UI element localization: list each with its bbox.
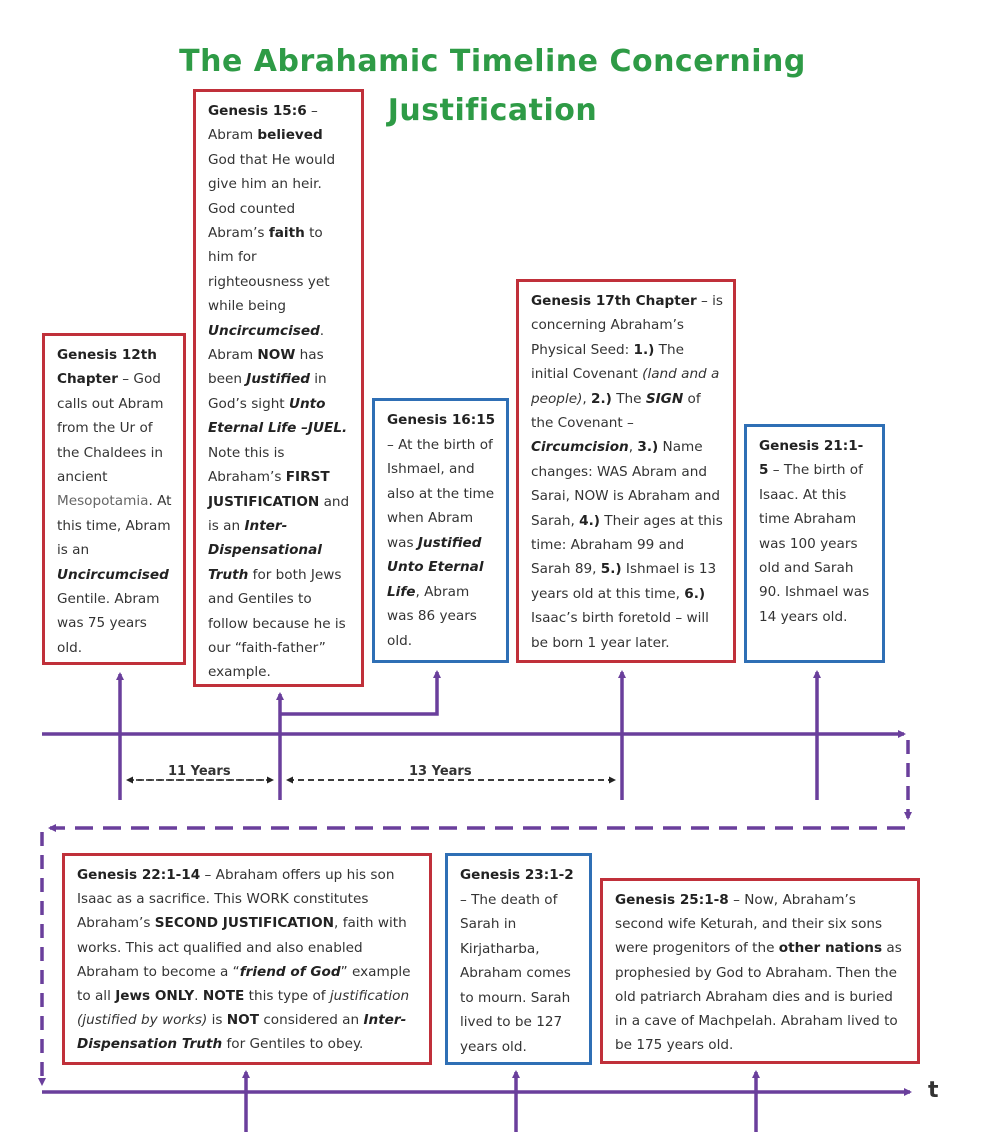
ref-genesis-17: Genesis 17th Chapter: [531, 293, 697, 309]
diagram-title-line2: Justification: [387, 93, 598, 128]
box-genesis-16-15: Genesis 16:15 – At the birth of Ishmael, and also at the time when Abram was Justified Unto Eternal Life, Abram was 86 years old.: [372, 398, 509, 663]
axis-label-t: t: [928, 1078, 939, 1103]
ref-genesis-22-1-14: Genesis 22:1-14: [77, 867, 201, 883]
ref-genesis-12: Genesis 12th Chapter: [57, 347, 157, 388]
ref-genesis-23-1-2: Genesis 23:1-2: [460, 867, 574, 883]
ref-genesis-15-6: Genesis 15:6: [208, 103, 307, 119]
ref-genesis-16-15: Genesis 16:15: [387, 412, 496, 428]
box-genesis-23-1-2: Genesis 23:1-2 – The death of Sarah in Kirjatharba, Abraham comes to mourn. Sarah lived to be 127 years old.: [445, 853, 592, 1065]
diagram-title-line1: The Abrahamic Timeline Concerning: [179, 44, 806, 79]
box-genesis-25-1-8: Genesis 25:1-8 – Now, Abraham’s second wife Keturah, and their six sons were progenitors of the other nations as prophesied by God to Abraham. Then the old patriarch Abraham dies and is buried in a cave of Machpelah. Abraham lived to be 175 years old.: [600, 878, 920, 1064]
ref-genesis-25-1-8: Genesis 25:1-8: [615, 892, 729, 908]
interval-label-13-years: 13 Years: [406, 764, 475, 779]
box-genesis-17: Genesis 17th Chapter – is concerning Abraham’s Physical Seed: 1.) The initial Covenant (land and a people), 2.) The SIGN of the Covenant – Circumcision, 3.) Name changes: WAS Abram and Sarai, NOW is Abraham and Sarah, 4.) Their ages at this time: Abraham 99 and Sarah 89, 5.) Ishmael is 13 years old at this time, 6.) Isaac’s birth foretold – will be born 1 year later.: [516, 279, 736, 663]
box-genesis-12: Genesis 12th Chapter – God calls out Abram from the Ur of the Chaldees in ancient Mesopotamia. At this time, Abram is an Uncircumcised Gentile. Abram was 75 years old.: [42, 333, 186, 665]
box-genesis-15-6: Genesis 15:6 – Abram believed God that He would give him an heir. God counted Abram’s faith to him for righteousness yet while being Uncircumcised. Abram NOW has been Justified in God’s sight Unto Eternal Life –JUEL. Note this is Abraham’s FIRST JUSTIFICATION and is an Inter-Dispensational Truth for both Jews and Gentiles to follow because he is our “faith-father” example.: [193, 89, 364, 687]
interval-label-11-years: 11 Years: [165, 764, 234, 779]
ref-genesis-21-1-5: Genesis 21:1-5: [759, 438, 864, 479]
box-genesis-22-1-14: Genesis 22:1-14 – Abraham offers up his son Isaac as a sacrifice. This WORK constitutes Abraham’s SECOND JUSTIFICATION, faith with works. This act qualified and also enabled Abraham to become a “friend of God” example to all Jews ONLY. NOTE this type of justification (justified by works) is NOT considered an Inter-Dispensation Truth for Gentiles to obey.: [62, 853, 432, 1065]
box-genesis-21-1-5: Genesis 21:1-5 – The birth of Isaac. At this time Abraham was 100 years old and Sarah 90. Ishmael was 14 years old.: [744, 424, 885, 663]
